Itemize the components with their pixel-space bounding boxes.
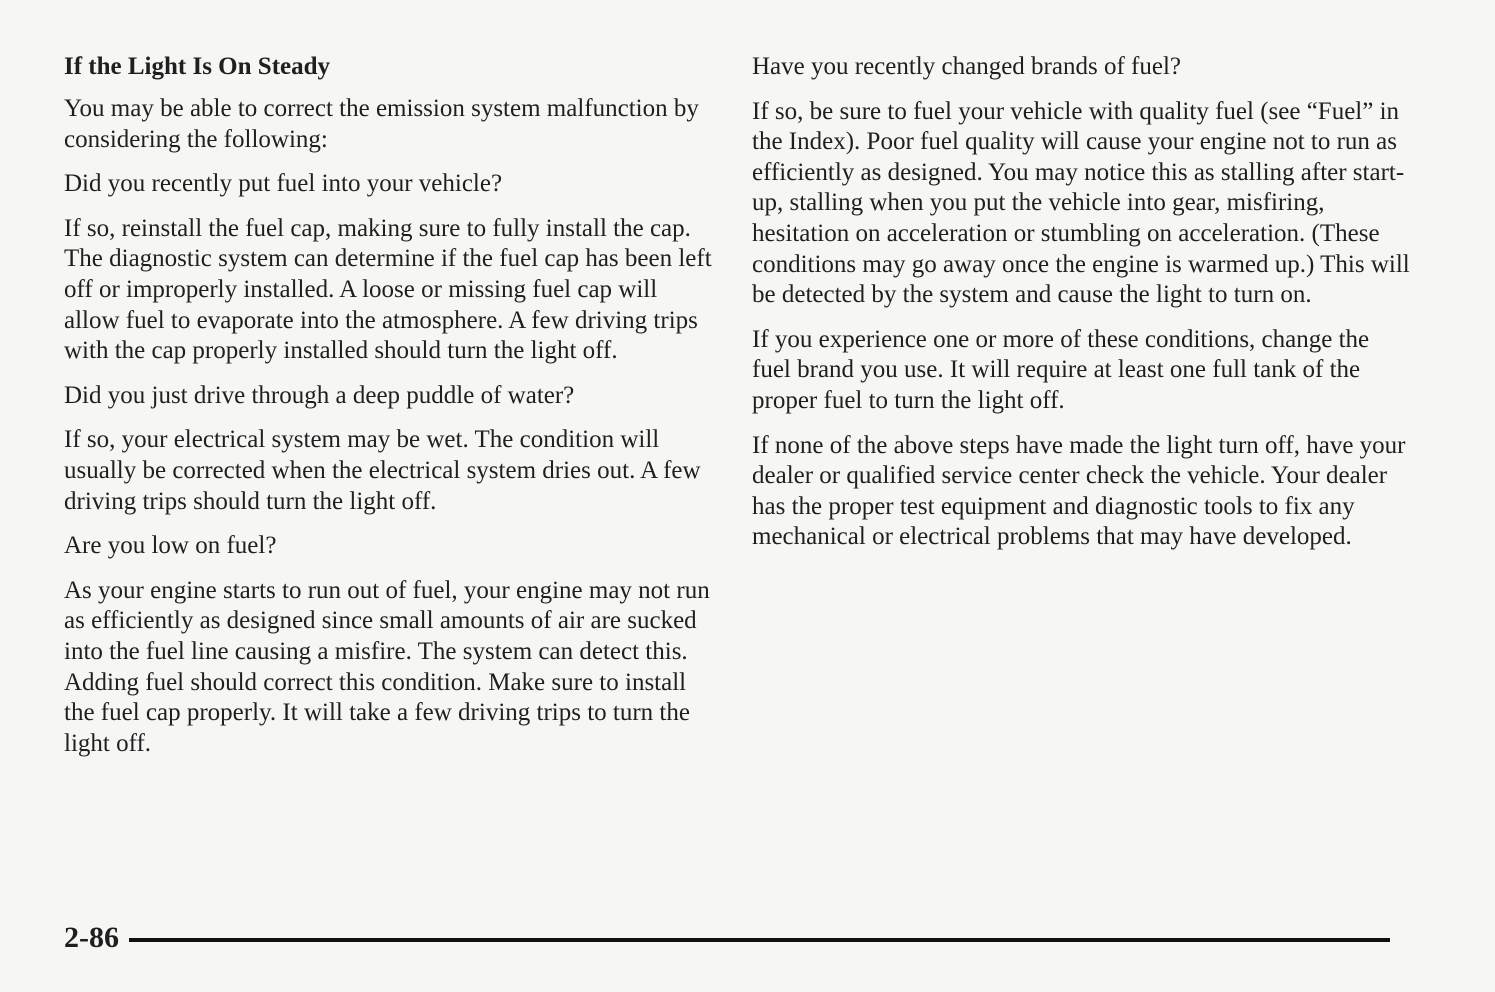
question-low-fuel: Are you low on fuel? [64, 532, 277, 560]
answer-electrical-wet: If so, your electrical system may be wet. The condition will usually be corrected when the electrical system dries out. A few driving trips should turn the light off. [64, 426, 701, 515]
section-heading: If the Light Is On Steady [64, 53, 331, 80]
answer-fuel-quality: If so, be sure to fuel your vehicle with quality fuel (see “Fuel” in the Index). Poor fuel quality will cause your engine not to run as efficiently as designed. You may notice this as stalling after start-up, stalling when you put the vehicle into gear, misfiring, hesitation on acceleration or stumbling on acceleration. (These conditions may go away once the engine is warmed up.) This will be detected by the system and cause the light to turn on. [752, 97, 1410, 309]
page-footer [64, 918, 1390, 958]
paragraph-change-brand: If you experience one or more of these conditions, change the fuel brand you use. It will require at least one full tank of the proper fuel to turn the light off. [752, 325, 1370, 414]
answer-low-fuel: As your engine starts to run out of fuel, your engine may not run as efficiently as designed since small amounts of air are sucked into the fuel line causing a misfire. The system can detect this. Adding fuel should correct this condition. Make sure to install the fuel cap properly. It will take a few driving trips to turn the light off. [64, 576, 710, 757]
paragraph-intro: You may be able to correct the emission system malfunction by considering the following: [64, 95, 699, 153]
left-column [64, 52, 714, 773]
page-number: 2-86 [64, 921, 119, 954]
right-column [752, 52, 1412, 567]
footer-rule [129, 938, 1390, 942]
answer-fuel-cap: If so, reinstall the fuel cap, making sure to fully install the cap. The diagnostic system can determine if the fuel cap has been left off or improperly installed. A loose or missing fuel cap will allow fuel to evaporate into the atmosphere. A few driving trips with the cap properly installed should turn the light off. [64, 214, 712, 365]
question-recent-fuel: Did you recently put fuel into your vehicle? [64, 170, 503, 198]
paragraph-see-dealer: If none of the above steps have made the light turn off, have your dealer or qualified service center check the vehicle. Your dealer has the proper test equipment and diagnostic tools to fix any mechanical or electrical problems that may have developed. [752, 431, 1406, 551]
question-fuel-brand: Have you recently changed brands of fuel? [752, 53, 1181, 80]
question-puddle: Did you just drive through a deep puddle of water? [64, 381, 575, 409]
